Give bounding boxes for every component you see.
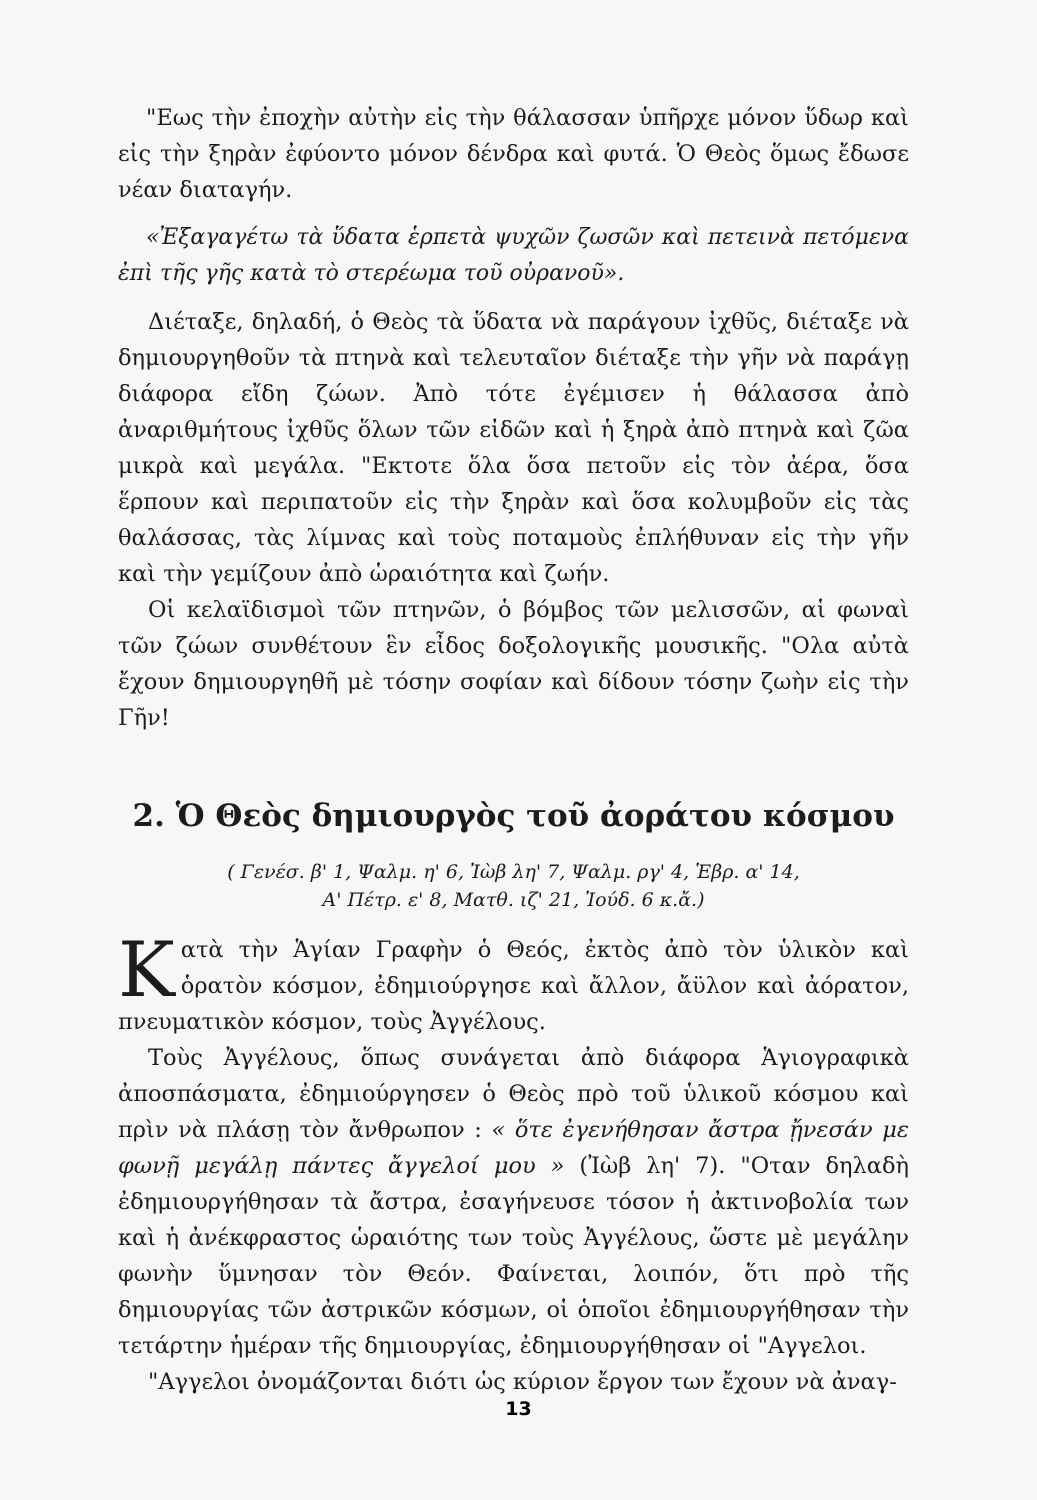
- drop-cap-letter: K: [118, 925, 175, 1014]
- scripture-references: [118, 858, 909, 914]
- paragraph-invisible-world: [118, 925, 909, 1040]
- paragraph-waters-and-land: "Εως τὴν ἐποχὴν αὐτὴν εἰς τὴν θάλασσαν ὑπῆρχε μόνον ὕδωρ καὶ εἰς τὴν ξηρὰν ἐφύοντο μόνον δένδρα καὶ φυτά. Ὁ Θεὸς ὅμως ἔδωσε νέαν διαταγήν.: [118, 105, 909, 203]
- scripture-quote-job: « ὅτε ἐγενήθησαν ἄστρα ᾔνεσάν με φωνῇ μεγάλῃ πάντες ἄγγελοί μου »: [118, 1117, 909, 1179]
- paragraph-creation-of-animals: Διέταξε, δηλαδή, ὁ Θεὸς τὰ ὕδατα νὰ παράγουν ἰχθῦς, διέταξε νὰ δημιουργηθοῦν τὰ πτηνὰ καὶ τελευταῖον διέταξε τὴν γῆν νὰ παράγῃ διάφορα εἴδη ζώων. Ἀπὸ τότε ἐγέμισεν ἡ θάλασσα ἀπὸ ἀναριθμήτους ἰχθῦς ὅλων τῶν εἰδῶν καὶ ἡ ξηρὰ ἀπὸ πτηνὰ καὶ ζῶα μικρὰ καὶ μεγάλα. "Εκτοτε ὅλα ὅσα πετοῦν εἰς τὸν ἀέρα, ὅσα ἕρπουν καὶ περιπατοῦν εἰς τὴν ξηρὰν καὶ ὅσα κολυμβοῦν εἰς τὰς θαλάσσας, τὰς λίμνας καὶ τοὺς ποταμοὺς ἐπλήθυναν εἰς τὴν γῆν καὶ τὴν γεμίζουν ἀπὸ ὡραιότητα καὶ ζωήν.: [118, 309, 909, 587]
- paragraph-doxology-of-nature: Οἱ κελαϊδισμοὶ τῶν πτηνῶν, ὁ βόμβος τῶν μελισσῶν, αἱ φωναὶ τῶν ζώων συνθέτουν ἓν εἶδος δοξολογικῆς μουσικῆς. "Ολα αὐτὰ ἔχουν δημιουργηθῆ μὲ τόσην σοφίαν καὶ δίδουν τόσην ζωὴν εἰς τὴν Γῆν!: [118, 597, 909, 731]
- paragraph-angels-start: Τοὺς Ἀγγέλους, ὅπως συνάγεται ἀπὸ διάφορα Ἁγιογραφικὰ ἀποσπάσματα, ἐδημιούργησεν ὁ Θεὸς πρὸ τοῦ ὑλικοῦ κόσμου καὶ πρὶν νὰ πλάσῃ τὸν ἄνθρωπον :: [118, 1045, 909, 1143]
- scripture-references-line-2: Α' Πέτρ. ε' 8, Ματθ. ιζ' 21, Ἰούδ. 6 κ.ἄ.): [322, 889, 705, 911]
- page-number: 13: [505, 1398, 532, 1420]
- paragraph-creation-of-angels: [118, 1040, 909, 1364]
- paragraph-angels-name: "Αγγελοι ὀνομάζονται διότι ὡς κύριον ἔργον των ἔχουν νὰ ἀναγ-: [148, 1369, 897, 1395]
- paragraph-invisible-world-text: ατὰ τὴν Ἁγίαν Γραφὴν ὁ Θεός, ἐκτὸς ἀπὸ τὸν ὑλικὸν καὶ ὁρατὸν κόσμον, ἐδημιούργησε καὶ ἄλλον, ἄϋλον καὶ ἀόρατον, πνευματικὸν κόσμον, τοὺς Ἀγγέλους.: [118, 937, 909, 1035]
- paragraph-angels-end: (Ἰὼβ λη' 7). "Οταν δηλαδὴ ἐδημιουργήθησαν τὰ ἄστρα, ἐσαγήνευσε τόσον ἡ ἀκτινοβολία των καὶ ἡ ἀνέκφραστος ὡραιότης των τοὺς Ἀγγέλους, ὥστε μὲ μεγάλην φωνὴν ὕμνησαν τὸν Θεόν. Φαίνεται, λοιπόν, ὅτι πρὸ τῆς δημιουργίας τῶν ἀστρικῶν κόσμων, οἱ ὁποῖοι ἐδημιουργήθησαν τὴν τετάρτην ἡμέραν τῆς δημιουργίας, ἐδημιουργήθησαν οἱ "Αγγελοι.: [118, 1153, 909, 1359]
- scripture-quote-genesis: «Ἐξαγαγέτω τὰ ὕδατα ἑρπετὰ ψυχῶν ζωσῶν καὶ πετεινὰ πετόμενα ἐπὶ τῆς γῆς κατὰ τὸ στερέωμα τοῦ οὐρανοῦ».: [118, 225, 909, 286]
- scripture-references-line-1: ( Γενέσ. β' 1, Ψαλμ. η' 6, Ἰὼβ λη' 7, Ψαλμ. ργ' 4, Ἑβρ. α' 14,: [227, 861, 800, 883]
- section-title: 2. Ὁ Θεὸς δημιουργὸς τοῦ ἀοράτου κόσμου: [132, 798, 895, 834]
